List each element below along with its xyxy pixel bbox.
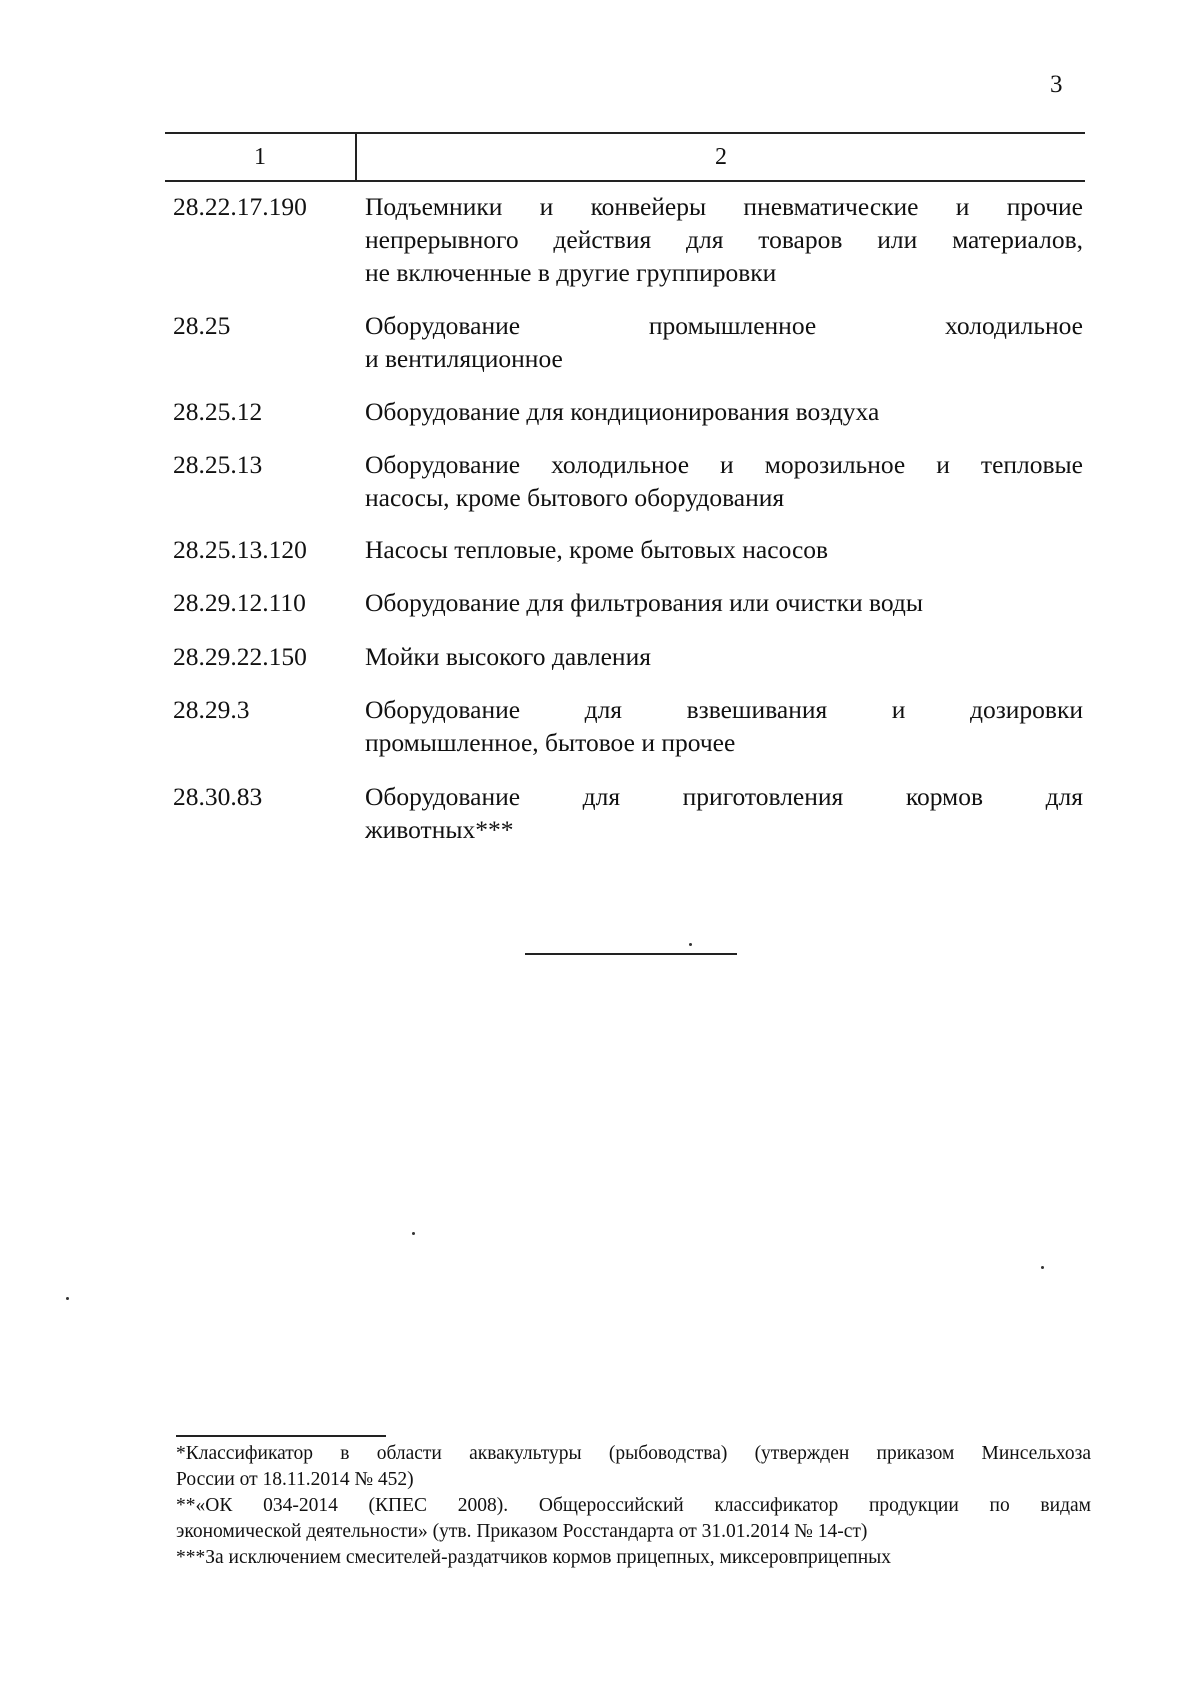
description-line: Мойки высокого давления <box>365 642 651 671</box>
description-line: Насосы тепловые, кроме бытовых насосов <box>365 535 829 564</box>
footnote-separator <box>176 1435 386 1437</box>
scan-speck <box>1041 1266 1044 1269</box>
description-line: Оборудование для приготовления кормов для <box>365 782 1083 811</box>
row-code: 28.25.13.120 <box>173 535 307 564</box>
row-description <box>365 693 1083 759</box>
scan-speck <box>689 943 692 946</box>
row-code: 28.25.12 <box>173 397 263 426</box>
description-line: Оборудование для взвешивания и дозировки <box>365 695 1083 724</box>
footnote <box>176 1493 1091 1545</box>
row-code: 28.22.17.190 <box>173 192 307 221</box>
footnote <box>176 1441 1091 1493</box>
footnote-line: *Классификатор в области аквакультуры (рыбоводства) (утвержден приказом Минсельхоза <box>176 1443 1091 1464</box>
row-description <box>365 448 1083 514</box>
footnote-line: России от 18.11.2014 № 452) <box>176 1469 414 1490</box>
scan-speck <box>66 1297 69 1300</box>
footnote-line: экономической деятельности» (утв. Приказом Росстандарта от 31.01.2014 № 14-ст) <box>176 1521 868 1542</box>
row-code: 28.25 <box>173 311 231 340</box>
row-code: 28.29.3 <box>173 695 250 724</box>
description-line: Оборудование холодильное и морозильное и тепловые <box>365 450 1083 479</box>
footnote <box>176 1545 1091 1571</box>
row-code: 28.25.13 <box>173 450 263 479</box>
column-header-1: 1 <box>254 144 266 170</box>
footnote-line: ***За исключением смесителей-раздатчиков кормов прицепных, миксеровприцепных <box>176 1547 891 1568</box>
scan-speck <box>412 1232 415 1235</box>
description-line: непрерывного действия для товаров или материалов, <box>365 225 1083 254</box>
row-description <box>365 395 1083 428</box>
end-of-list-rule <box>525 953 737 955</box>
row-description <box>365 190 1083 289</box>
column-header-2: 2 <box>715 144 727 170</box>
footnote-line: **«ОК 034-2014 (КПЕС 2008). Общероссийский классификатор продукции по видам <box>176 1495 1091 1516</box>
row-description <box>365 586 1083 619</box>
page-number: 3 <box>1050 71 1063 98</box>
description-line: животных*** <box>365 815 514 844</box>
description-line: промышленное, бытовое и прочее <box>365 728 736 757</box>
description-line: насосы, кроме бытового оборудования <box>365 483 785 512</box>
row-code: 28.29.12.110 <box>173 588 306 617</box>
description-line: Оборудование для кондиционирования воздуха <box>365 397 880 426</box>
description-line: Оборудование промышленное холодильное <box>365 311 1083 340</box>
description-line: не включенные в другие группировки <box>365 258 777 287</box>
footnotes <box>176 1441 1091 1571</box>
description-line: Подъемники и конвейеры пневматические и прочие <box>365 192 1083 221</box>
description-line: и вентиляционное <box>365 344 563 373</box>
row-description <box>365 640 1083 673</box>
table-header <box>165 132 1085 182</box>
row-description <box>365 780 1083 846</box>
description-line: Оборудование для фильтрования или очистки воды <box>365 588 923 617</box>
row-description <box>365 309 1083 375</box>
row-code: 28.29.22.150 <box>173 642 307 671</box>
row-code: 28.30.83 <box>173 782 263 811</box>
row-description <box>365 533 1083 566</box>
